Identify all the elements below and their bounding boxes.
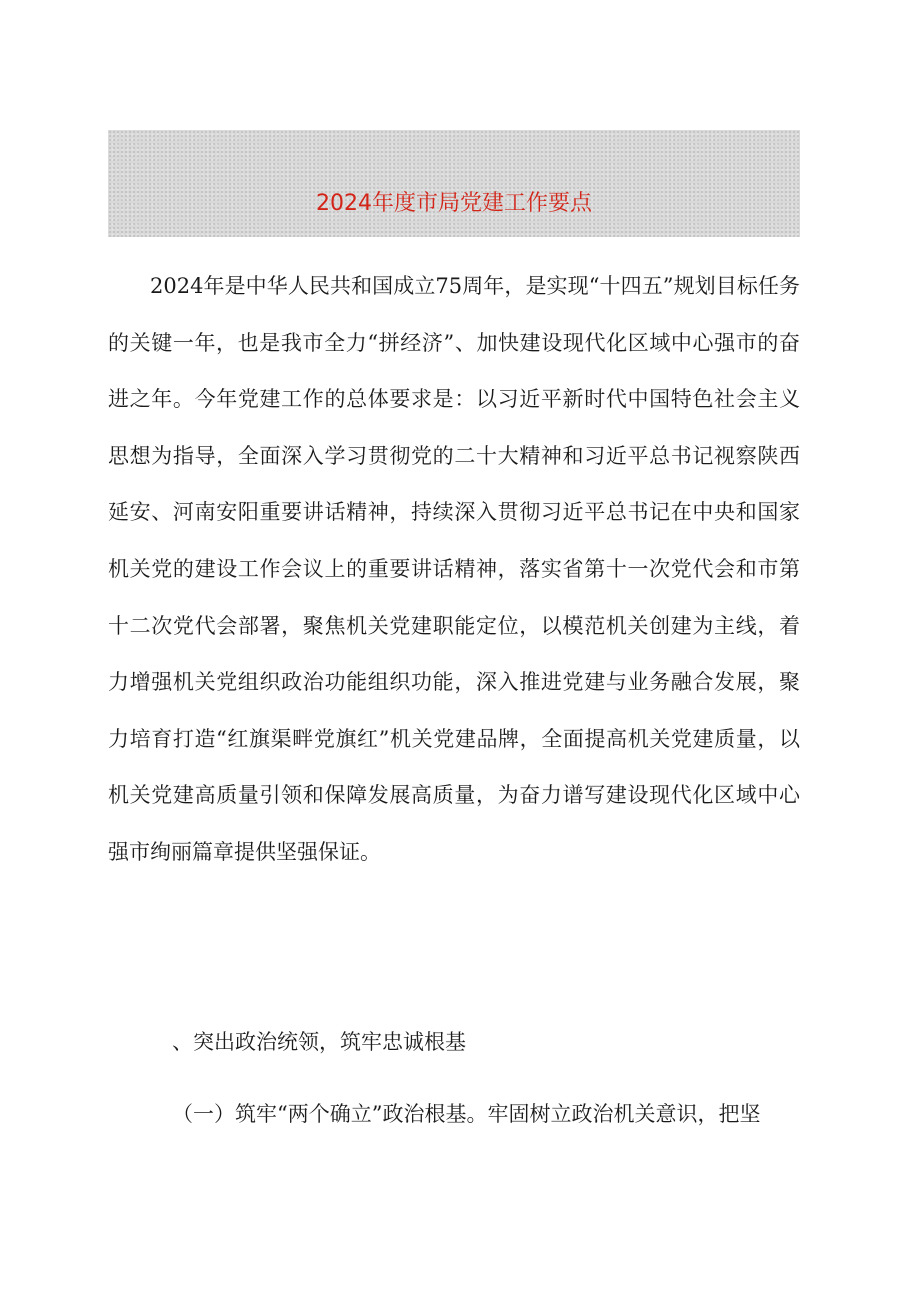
section-heading: 、突出政治统领，筑牢忠诚根基 [172,1030,466,1054]
intro-paragraph: 2024年是中华人民共和国成立75周年，是实现“十四五”规划目标任务的关键一年，也是我市全力“拼经济”、加快建设现代化区域中心强市的奋进之年。今年党建工作的总体要求是：以习近平新时代中国特色社会主义思想为指导，全面深入学习贯彻党的二十大精神和习近平总书记视察陕西延安、河南安阳重要讲话精神，持续深入贯彻习近平总书记在中央和国家机关党的建设工作会议上的重要讲话精神，落实省第十一次党代会和市第十二次党代会部署，聚焦机关党建职能定位，以模范机关创建为主线，着力增强机关党组织政治功能组织功能，深入推进党建与业务融合发展，聚力培育打造“红旗渠畔党旗红”机关党建品牌，全面提高机关党建质量，以机关党建高质量引领和保障发展高质量，为奋力谱写建设现代化区域中心强市绚丽篇章提供坚强保证。 [108,274,800,864]
document-body [108,258,800,881]
title-banner [108,130,800,237]
subsection-paragraph: （一）筑牢“两个确立”政治根基。牢固树立政治机关意识，把坚 [172,1102,761,1126]
document-title: 2024年度市局党建工作要点 [316,191,592,216]
